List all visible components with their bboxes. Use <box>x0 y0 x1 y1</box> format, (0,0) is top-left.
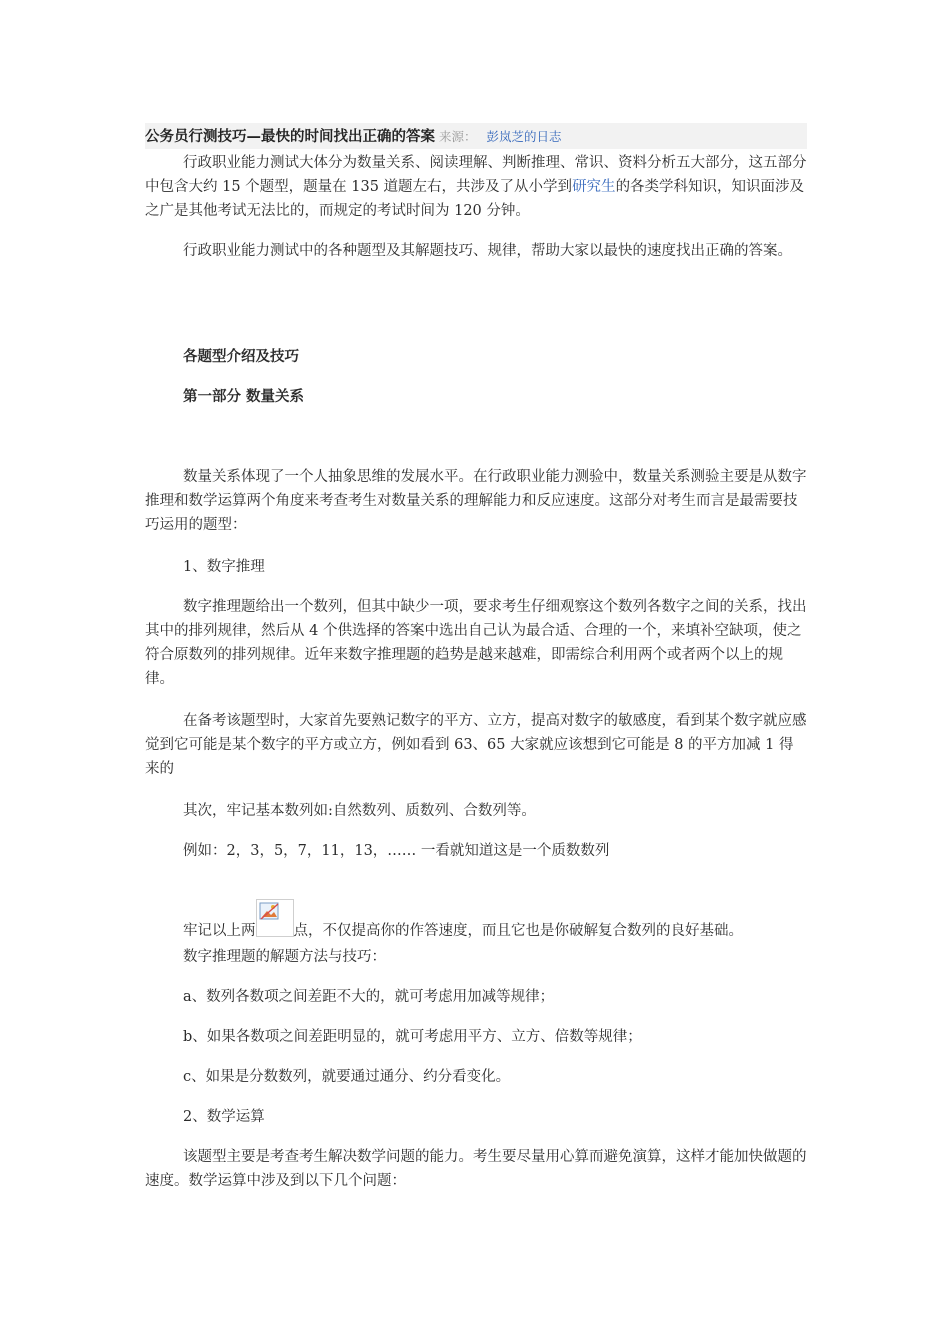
list-item-b: b、如果各数项之间差距明显的，就可考虑用平方、立方、倍数等规律； <box>183 1029 642 1045</box>
intro-paragraph-1 <box>145 151 807 223</box>
paragraph-number-reasoning: 数字推理题给出一个数列，但其中缺少一项，要求考生仔细观察这个数列各数字之间的关系，找出其中的排列规律，然后从 4 个供选择的答案中选出自己认为最合适、合理的一个，来填补空缺项，使之符合原数列的排列规律。近年来数字推理题的趋势是越来越难，即需综合利用两个或者两个以上的规律。 <box>145 599 807 687</box>
list-item-c: c、如果是分数数列，就要通过通分、约分看变化。 <box>183 1069 511 1085</box>
subheading-number-reasoning: 1、数字推理 <box>183 559 265 575</box>
paragraph-methods: 数字推理题的解题方法与技巧： <box>183 949 386 965</box>
list-item-a: a、数列各数项之间差距不大的，就可考虑用加减等规律； <box>183 989 555 1005</box>
source-link[interactable]: 彭岚芝的日志 <box>486 129 562 144</box>
paragraph-example: 例如：2，3，5，7，11，13，…… 一看就知道这是一个质数数列 <box>183 843 610 859</box>
research-link[interactable]: 研究生 <box>572 179 616 195</box>
subheading-math: 2、数学运算 <box>183 1109 265 1125</box>
paragraph-basic-sequences: 其次，牢记基本数列如:自然数列、质数列、合数列等。 <box>183 803 536 819</box>
intro-paragraph-2: 行政职业能力测试中的各种题型及其解题技巧、规律，帮助大家以最快的速度找出正确的答案。 <box>183 243 792 259</box>
intro-text-b: 的各类学科知识，知识面涉及之广是其他考试无法比的，而规定的考试时间为 120 分钟。 <box>145 179 805 219</box>
paragraph-quantity-intro: 数量关系体现了一个人抽象思维的发展水平。在行政职业能力测验中，数量关系测验主要是从数字推理和数学运算两个角度来考查考生对数量关系的理解能力和反应速度。这部分对考生而言是最需要技巧运用的题型： <box>145 469 807 533</box>
section-heading: 各题型介绍及技巧 <box>183 349 299 365</box>
source-label: 来源： <box>439 129 477 144</box>
paragraph-remember <box>145 899 807 943</box>
article-title-bar <box>145 123 807 149</box>
broken-image-icon <box>256 899 294 937</box>
part-heading: 第一部分 数量关系 <box>183 389 305 405</box>
remember-text-b: 点，不仅提高你的作答速度，而且它也是你破解复合数列的良好基础。 <box>293 923 743 939</box>
article-title: 公务员行测技巧—最快的时间找出正确的答案 <box>145 129 435 145</box>
paragraph-math: 该题型主要是考查考生解决数学问题的能力。考生要尽量用心算而避免演算，这样才能加快做题的速度。数学运算中涉及到以下几个问题： <box>145 1149 807 1189</box>
remember-text-a: 牢记以上两 <box>183 923 256 939</box>
intro-text-a: 行政职业能力测试大体分为数量关系、阅读理解、判断推理、常识、资料分析五大部分，这五部分中包含大约 15 个题型，题量在 135 道题左右，共涉及了从小学到 <box>145 155 807 195</box>
paragraph-prep: 在备考该题型时，大家首先要熟记数字的平方、立方，提高对数字的敏感度，看到某个数字就应感觉到它可能是某个数字的平方或立方，例如看到 63、65 大家就应该想到它可能是 8 的平方加减 1 得来的 <box>145 713 807 777</box>
